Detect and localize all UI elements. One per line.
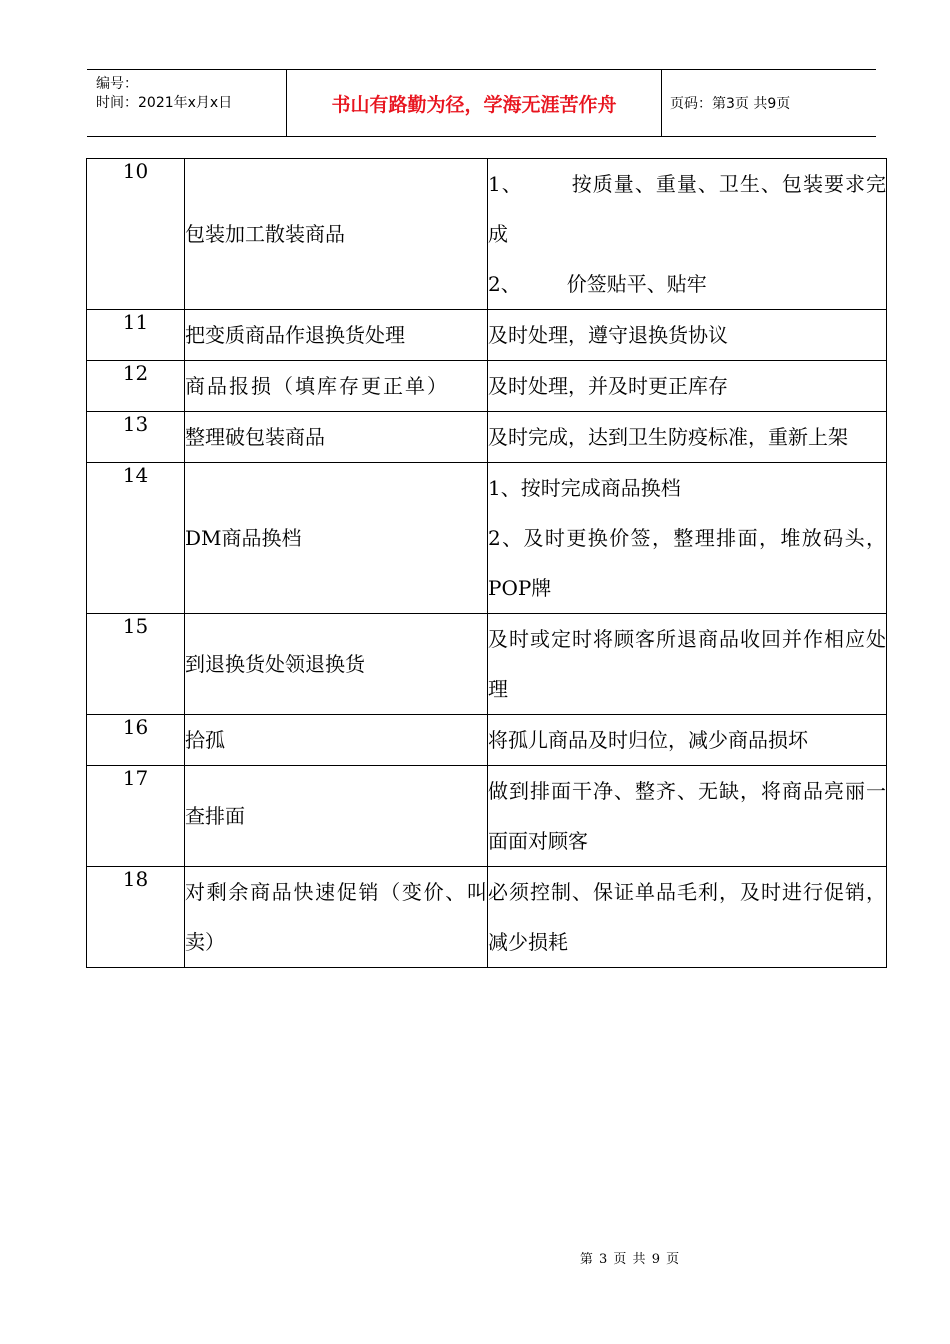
requirement-item: 2、 价签贴平、贴牢	[488, 272, 707, 296]
header-meta	[87, 70, 286, 136]
requirement-cell: 做到排面干净、整齐、无缺，将商品亮丽一面面对顾客	[488, 766, 887, 867]
row-number: 16	[87, 715, 185, 766]
row-number: 17	[87, 766, 185, 867]
header-page-info: 页码：第3页 共9页	[670, 96, 791, 112]
task-cell: 整理破包装商品	[185, 412, 488, 463]
doc-time-label: 时间：2021年x月x日	[96, 95, 233, 111]
requirement-line: 2、及时更换价签，整理排面，堆放码头，POP牌	[488, 526, 886, 600]
task-cell: 拾孤	[185, 715, 488, 766]
table-row	[87, 412, 887, 463]
row-number: 10	[87, 159, 185, 310]
requirement-cell: 必须控制、保证单品毛利，及时进行促销，减少损耗	[488, 867, 887, 968]
row-number: 13	[87, 412, 185, 463]
table-row	[87, 310, 887, 361]
page-footer: 第 3 页 共 9 页	[579, 1252, 681, 1267]
requirement-cell	[488, 463, 887, 614]
requirement-cell: 及时处理，并及时更正库存	[488, 361, 887, 412]
task-cell: 把变质商品作退换货处理	[185, 310, 488, 361]
task-cell: 到退换货处领退换货	[185, 614, 488, 715]
table-row	[87, 867, 887, 968]
task-cell: 对剩余商品快速促销（变价、叫卖）	[185, 867, 488, 968]
table-row	[87, 463, 887, 614]
requirement-item-text: 价签贴平、贴牢	[566, 272, 707, 296]
requirement-item-text: 按质量、重量、卫生、包装要求完成	[488, 172, 886, 246]
row-number: 15	[87, 614, 185, 715]
row-number: 12	[87, 361, 185, 412]
task-cell: DM商品换档	[185, 463, 488, 614]
row-number: 18	[87, 867, 185, 968]
row-number: 11	[87, 310, 185, 361]
table-row	[87, 715, 887, 766]
task-table	[86, 158, 887, 968]
requirement-item: 1、 按质量、重量、卫生、包装要求完成	[488, 172, 886, 246]
page-header	[87, 69, 876, 137]
task-cell: 包装加工散装商品	[185, 159, 488, 310]
task-text: 商品报损（填库存更正单）	[185, 374, 449, 398]
requirement-line: 1、按时完成商品换档	[488, 476, 681, 500]
table-row	[87, 159, 887, 310]
task-cell: 查排面	[185, 766, 488, 867]
table-row	[87, 361, 887, 412]
table-row	[87, 766, 887, 867]
requirement-cell: 及时或定时将顾客所退商品收回并作相应处理	[488, 614, 887, 715]
header-motto: 书山有路勤为径，学海无涯苦作舟	[286, 70, 662, 136]
requirement-cell	[488, 159, 887, 310]
row-number: 14	[87, 463, 185, 614]
task-cell	[185, 361, 488, 412]
requirement-cell: 及时完成，达到卫生防疫标准，重新上架	[488, 412, 887, 463]
table-row	[87, 614, 887, 715]
requirement-cell: 及时处理，遵守退换货协议	[488, 310, 887, 361]
doc-code-label: 编号：	[96, 76, 138, 92]
requirement-cell: 将孤儿商品及时归位，减少商品损坏	[488, 715, 887, 766]
